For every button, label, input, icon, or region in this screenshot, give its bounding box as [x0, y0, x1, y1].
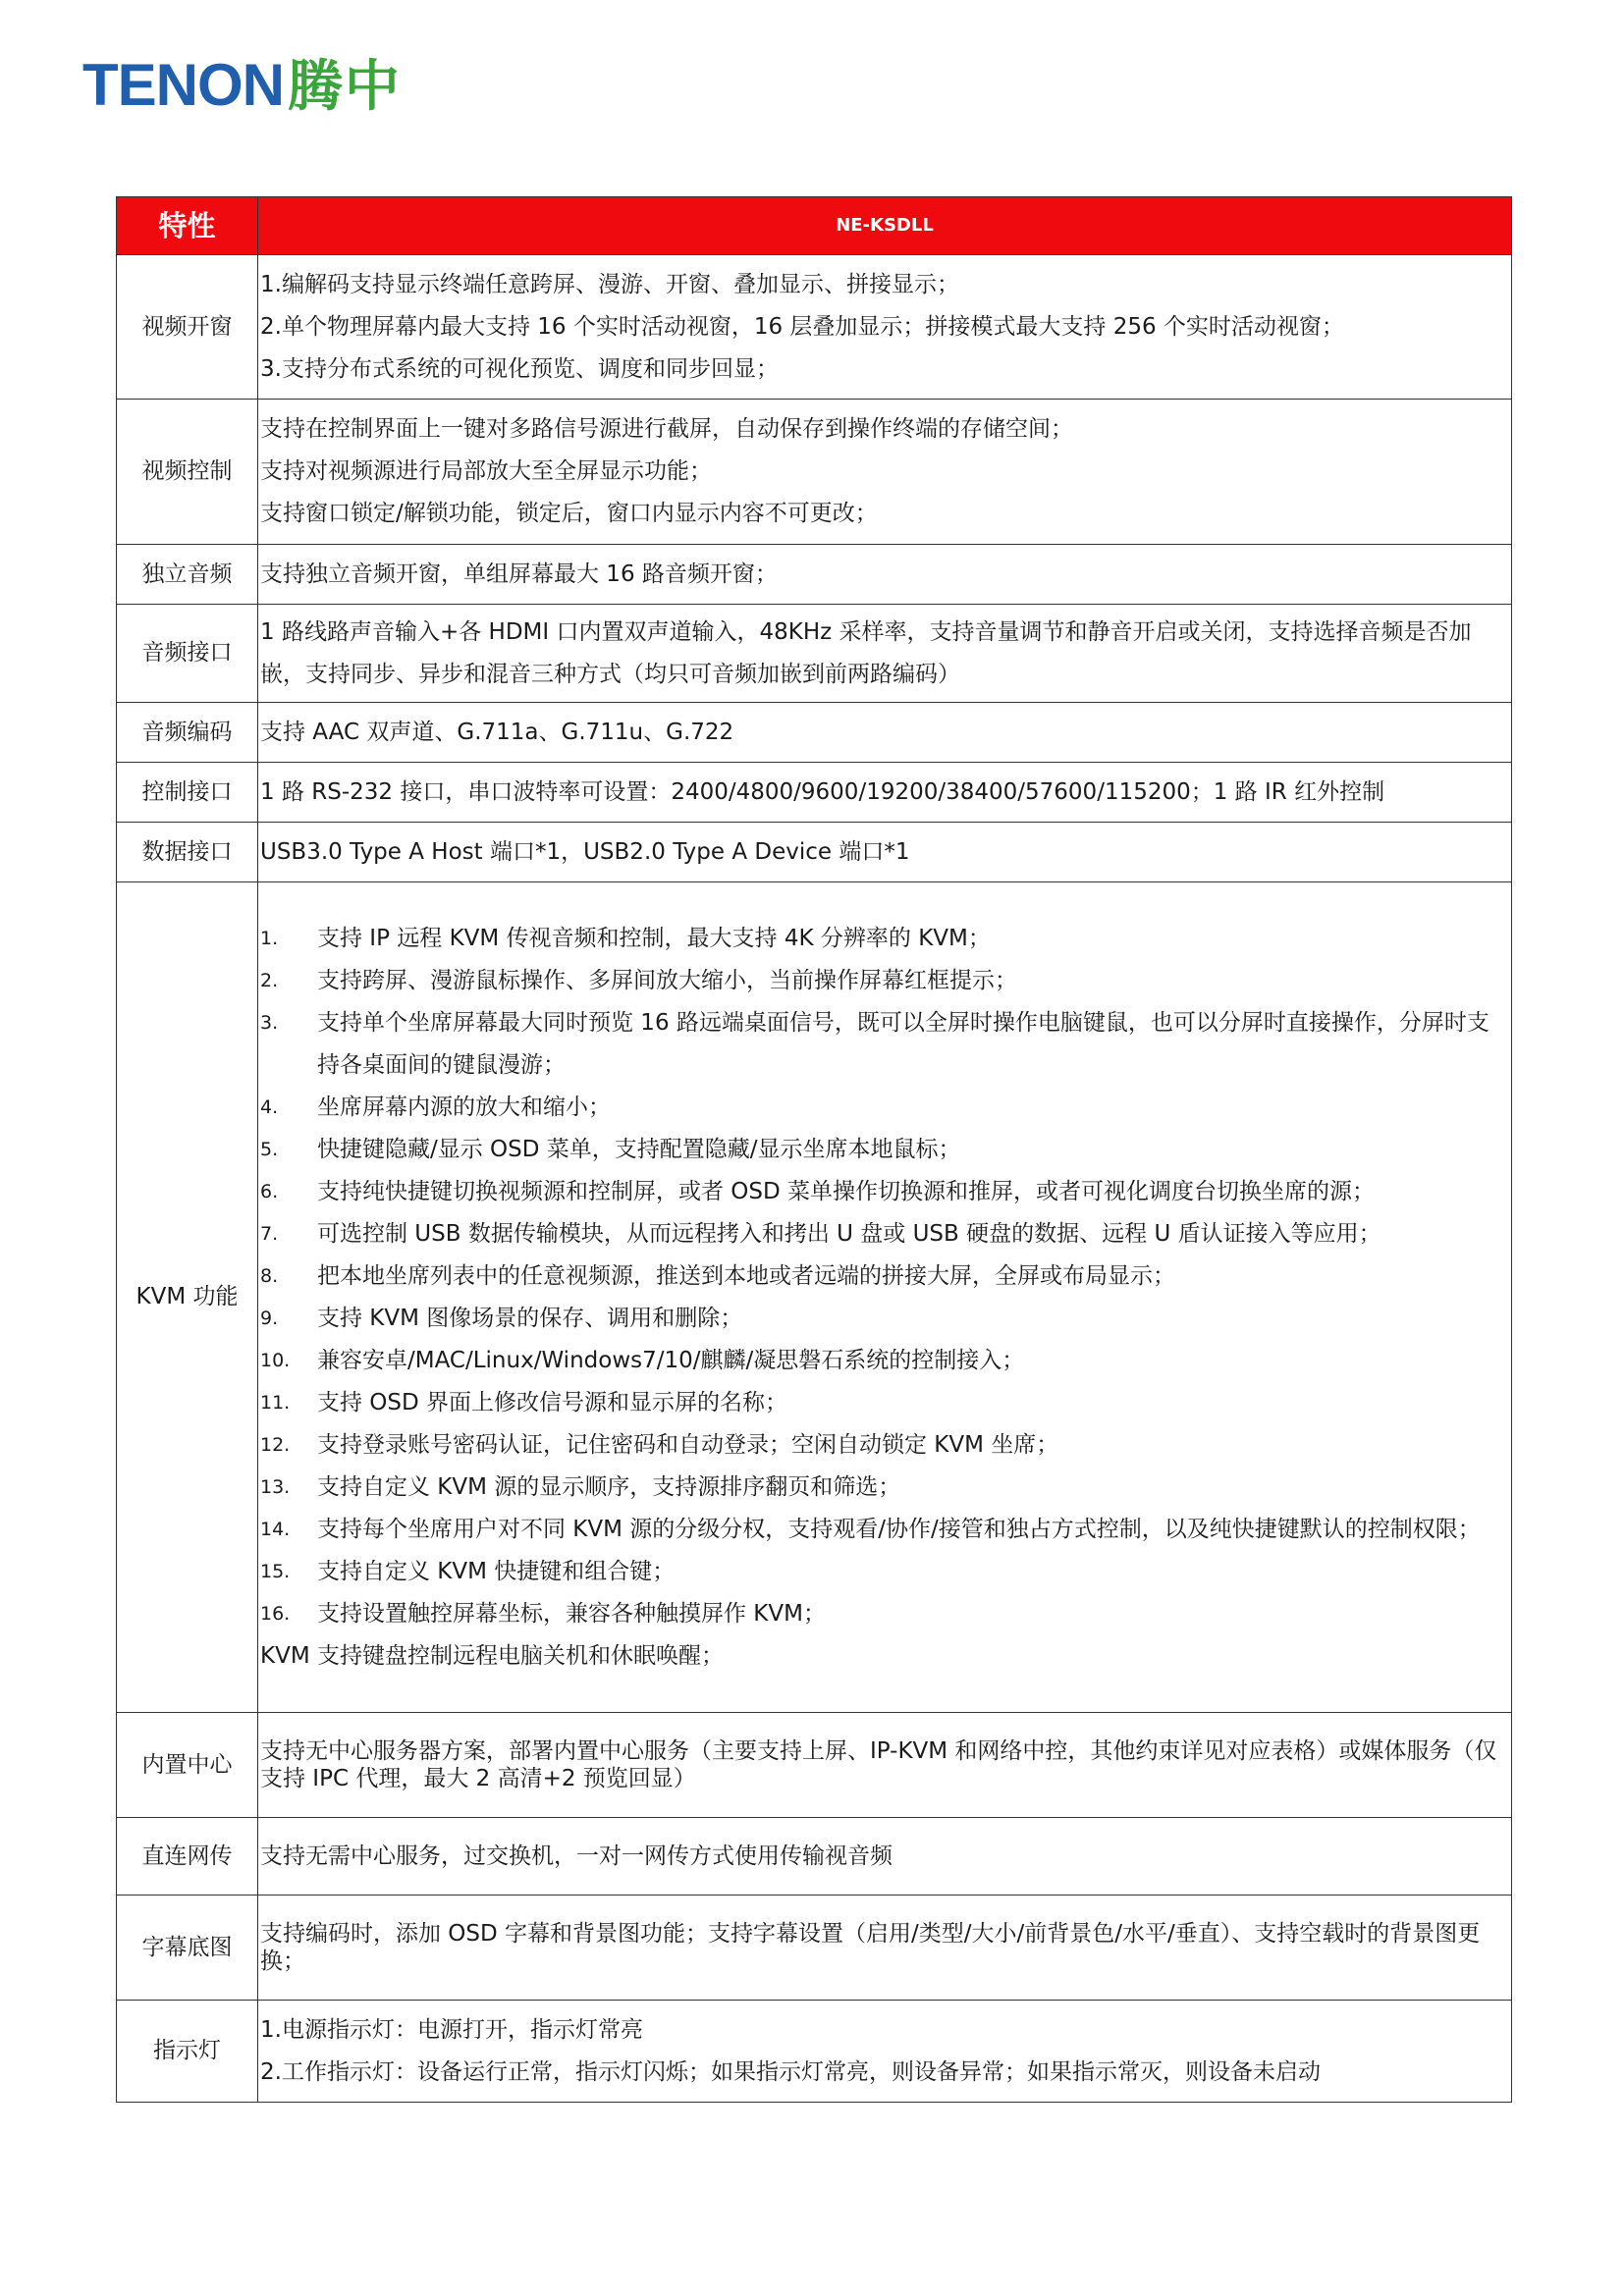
item-text: 支持自定义 KVM 源的显示顺序，支持源排序翻页和筛选； — [317, 1473, 901, 1500]
table-row — [117, 2001, 1512, 2103]
item-text: 支持 OSD 界面上修改信号源和显示屏的名称； — [317, 1389, 788, 1415]
list-item — [260, 1087, 1509, 1129]
list-item — [260, 1213, 1509, 1255]
feature-cell: 字幕底图 — [117, 1896, 258, 2001]
item-number: 11. — [260, 1391, 291, 1414]
desc-line: 1.电源指示灯：电源打开，指示灯常亮 — [260, 2016, 643, 2043]
item-number: 12. — [260, 1433, 291, 1456]
table-row — [117, 882, 1512, 1713]
table-row — [117, 823, 1512, 882]
list-item — [260, 1129, 1509, 1171]
item-text: 支持跨屏、漫游鼠标操作、多屏间放大缩小，当前操作屏幕红框提示； — [317, 967, 1017, 993]
desc-cell — [258, 545, 1512, 605]
list-item — [260, 1298, 1509, 1340]
item-text: 坐席屏幕内源的放大和缩小； — [317, 1094, 611, 1120]
feature-cell: KVM 功能 — [117, 882, 258, 1713]
kvm-list — [260, 918, 1509, 1635]
table-row — [117, 545, 1512, 605]
list-item — [260, 960, 1509, 1002]
list-item — [260, 1551, 1509, 1593]
table-row — [117, 1896, 1512, 2001]
feature-cell: 音频编码 — [117, 703, 258, 763]
table-row — [117, 400, 1512, 545]
header-model: NE-KSDLL — [258, 197, 1512, 255]
table-row — [117, 1818, 1512, 1896]
desc-line: 支持窗口锁定/解锁功能，锁定后，窗口内显示内容不可更改； — [260, 501, 878, 526]
table-row — [117, 1713, 1512, 1818]
list-item — [260, 918, 1509, 960]
list-item — [260, 1509, 1509, 1551]
desc-line: 支持对视频源进行局部放大至全屏显示功能； — [260, 458, 712, 484]
table-row — [117, 763, 1512, 823]
feature-cell: 视频控制 — [117, 400, 258, 545]
desc-cell — [258, 1896, 1512, 2001]
item-text: 把本地坐席列表中的任意视频源，推送到本地或者远端的拼接大屏，全屏或布局显示； — [317, 1262, 1175, 1289]
list-item — [260, 1467, 1509, 1509]
list-item — [260, 1171, 1509, 1213]
feature-cell: 内置中心 — [117, 1713, 258, 1818]
desc-line: 支持独立音频开窗，单组屏幕最大 16 路音频开窗； — [260, 561, 778, 587]
desc-line: 支持 AAC 双声道、G.711a、G.711u、G.722 — [260, 719, 734, 745]
item-number: 13. — [260, 1475, 291, 1498]
item-number: 16. — [260, 1602, 291, 1625]
item-text: 可选控制 USB 数据传输模块，从而远程拷入和拷出 U 盘或 USB 硬盘的数据、远程 U 盾认证接入等应用； — [317, 1220, 1381, 1247]
item-text: 支持纯快捷键切换视频源和控制屏，或者 OSD 菜单操作切换源和推屏，或者可视化调度台切换坐席的源； — [317, 1178, 1376, 1204]
item-number: 6. — [260, 1180, 279, 1202]
list-item — [260, 1340, 1509, 1382]
desc-line: 支持在控制界面上一键对多路信号源进行截屏，自动保存到操作终端的存储空间； — [260, 416, 1073, 442]
item-text: 支持自定义 KVM 快捷键和组合键； — [317, 1558, 676, 1584]
item-text: 支持每个坐席用户对不同 KVM 源的分级分权，支持观看/协作/接管和独占方式控制，以及纯快捷键默认的控制权限； — [317, 1516, 1481, 1542]
spec-table — [116, 196, 1512, 2103]
list-item — [260, 1424, 1509, 1467]
desc-line: 3.支持分布式系统的可视化预览、调度和同步回显； — [260, 355, 779, 382]
item-text: 兼容安卓/MAC/Linux/Windows7/10/麒麟/凝思磐石系统的控制接入； — [317, 1347, 1025, 1373]
item-text: 支持登录账号密码认证，记住密码和自动登录；空闲自动锁定 KVM 坐席； — [317, 1431, 1059, 1458]
feature-cell: 独立音频 — [117, 545, 258, 605]
kvm-tail-line: KVM 支持键盘控制远程电脑关机和休眠唤醒； — [260, 1642, 724, 1669]
item-number: 4. — [260, 1095, 279, 1118]
desc-line: 支持编码时，添加 OSD 字幕和背景图功能；支持字幕设置（启用/类型/大小/前背景色/水平/垂直）、支持空载时的背景图更换； — [260, 1921, 1481, 1974]
desc-cell — [258, 1818, 1512, 1896]
list-item — [260, 1382, 1509, 1424]
item-number: 9. — [260, 1307, 279, 1329]
item-number: 15. — [260, 1560, 291, 1582]
item-number: 5. — [260, 1138, 279, 1160]
table-row — [117, 605, 1512, 703]
desc-line: 支持无中心服务器方案，部署内置中心服务（主要支持上屏、IP-KVM 和网络中控，其他约束详见对应表格）或媒体服务（仅支持 IPC 代理，最大 2 高清+2 预览回显） — [260, 1738, 1497, 1791]
item-number: 1. — [260, 927, 279, 949]
feature-cell: 控制接口 — [117, 763, 258, 823]
item-number: 2. — [260, 969, 279, 991]
feature-cell: 视频开窗 — [117, 255, 258, 400]
desc-line: 1.编解码支持显示终端任意跨屏、漫游、开窗、叠加显示、拼接显示； — [260, 271, 959, 297]
desc-line: 1 路 RS-232 接口，串口波特率可设置：2400/4800/9600/19200/38400/57600/115200；1 路 IR 红外控制 — [260, 778, 1385, 805]
item-number: 14. — [260, 1518, 291, 1540]
desc-cell — [258, 255, 1512, 400]
item-number: 7. — [260, 1222, 279, 1245]
desc-cell — [258, 823, 1512, 882]
desc-cell — [258, 605, 1512, 703]
desc-line: 2.工作指示灯：设备运行正常，指示灯闪烁；如果指示灯常亮，则设备异常；如果指示常灭，则设备未启动 — [260, 2058, 1321, 2085]
item-number: 10. — [260, 1349, 291, 1371]
item-text: 支持单个坐席屏幕最大同时预览 16 路远端桌面信号，既可以全屏时操作电脑键鼠，也可以分屏时直接操作，分屏时支持各桌面间的键鼠漫游； — [317, 1009, 1489, 1078]
table-row — [117, 255, 1512, 400]
item-text: 支持 IP 远程 KVM 传视音频和控制，最大支持 4K 分辨率的 KVM； — [317, 925, 991, 951]
feature-cell: 直连网传 — [117, 1818, 258, 1896]
desc-cell — [258, 882, 1512, 1713]
desc-cell — [258, 400, 1512, 545]
desc-line: USB3.0 Type A Host 端口*1，USB2.0 Type A Device 端口*1 — [260, 838, 910, 865]
item-number: 8. — [260, 1264, 279, 1287]
feature-cell: 指示灯 — [117, 2001, 258, 2103]
feature-cell: 音频接口 — [117, 605, 258, 703]
header-feature: 特性 — [117, 197, 258, 255]
list-item — [260, 1255, 1509, 1298]
desc-cell — [258, 763, 1512, 823]
desc-cell — [258, 703, 1512, 763]
item-text: 支持设置触控屏幕坐标，兼容各种触摸屏作 KVM； — [317, 1600, 826, 1627]
desc-line: 支持无需中心服务，过交换机，一对一网传方式使用传输视音频 — [260, 1842, 893, 1869]
desc-line: 1 路线路声音输入+各 HDMI 口内置双声道输入，48KHz 采样率，支持音量调节和静音开启或关闭，支持选择音频是否加嵌，支持同步、异步和混音三种方式（均只可音频加嵌到前两路编码） — [260, 618, 1472, 687]
feature-cell: 数据接口 — [117, 823, 258, 882]
desc-line: 2.单个物理屏幕内最大支持 16 个实时活动视窗，16 层叠加显示；拼接模式最大支持 256 个实时活动视窗； — [260, 313, 1344, 340]
desc-cell — [258, 2001, 1512, 2103]
table-header-row — [117, 197, 1512, 255]
tenon-logo — [82, 43, 402, 122]
table-row — [117, 703, 1512, 763]
item-text: 快捷键隐藏/显示 OSD 菜单，支持配置隐藏/显示坐席本地鼠标； — [317, 1136, 961, 1162]
logo-text-en: TENON — [82, 52, 284, 118]
item-number: 3. — [260, 1011, 279, 1034]
desc-cell — [258, 1713, 1512, 1818]
item-text: 支持 KVM 图像场景的保存、调用和删除； — [317, 1305, 743, 1331]
list-item — [260, 1002, 1509, 1087]
list-item — [260, 1593, 1509, 1635]
logo-text-cn: 腾中 — [288, 55, 402, 119]
